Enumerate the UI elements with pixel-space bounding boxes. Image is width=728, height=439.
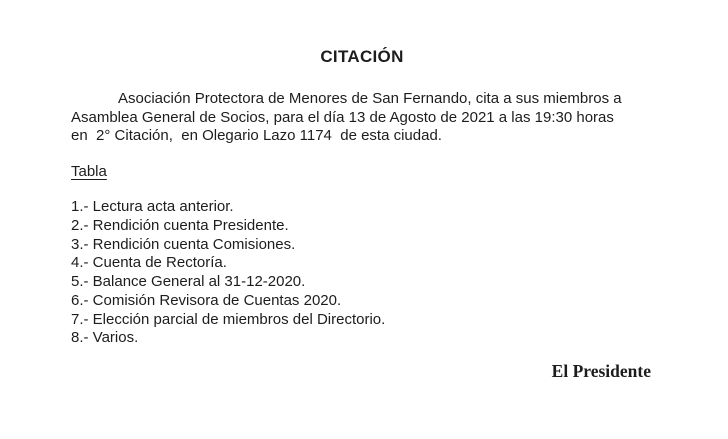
agenda-item: 7.- Elección parcial de miembros del Directorio. [71, 310, 386, 328]
agenda-item: 4.- Cuenta de Rectoría. [71, 254, 227, 272]
paragraph-line: Asamblea General de Socios, para el día 13 de Agosto de 2021 a las 19:30 horas [71, 108, 614, 126]
agenda-item: 6.- Comisión Revisora de Cuentas 2020. [71, 291, 342, 309]
agenda-list [71, 198, 653, 348]
signature: El Presidente [551, 361, 651, 381]
notice-paragraph [71, 90, 653, 146]
agenda-item: 1.- Lectura acta anterior. [71, 198, 234, 216]
paragraph-line: en 2° Citación, en Olegario Lazo 1174 de esta ciudad. [71, 127, 442, 145]
agenda-item: 3.- Rendición cuenta Comisiones. [71, 235, 296, 253]
page-title: CITACIÓN [320, 47, 404, 66]
agenda-item: 8.- Varios. [71, 329, 139, 347]
agenda-heading: Tabla [71, 162, 107, 180]
agenda-item: 5.- Balance General al 31-12-2020. [71, 273, 306, 291]
agenda-item: 2.- Rendición cuenta Presidente. [71, 217, 289, 235]
paragraph-line: Asociación Protectora de Menores de San Fernando, cita a sus miembros a [118, 90, 622, 107]
